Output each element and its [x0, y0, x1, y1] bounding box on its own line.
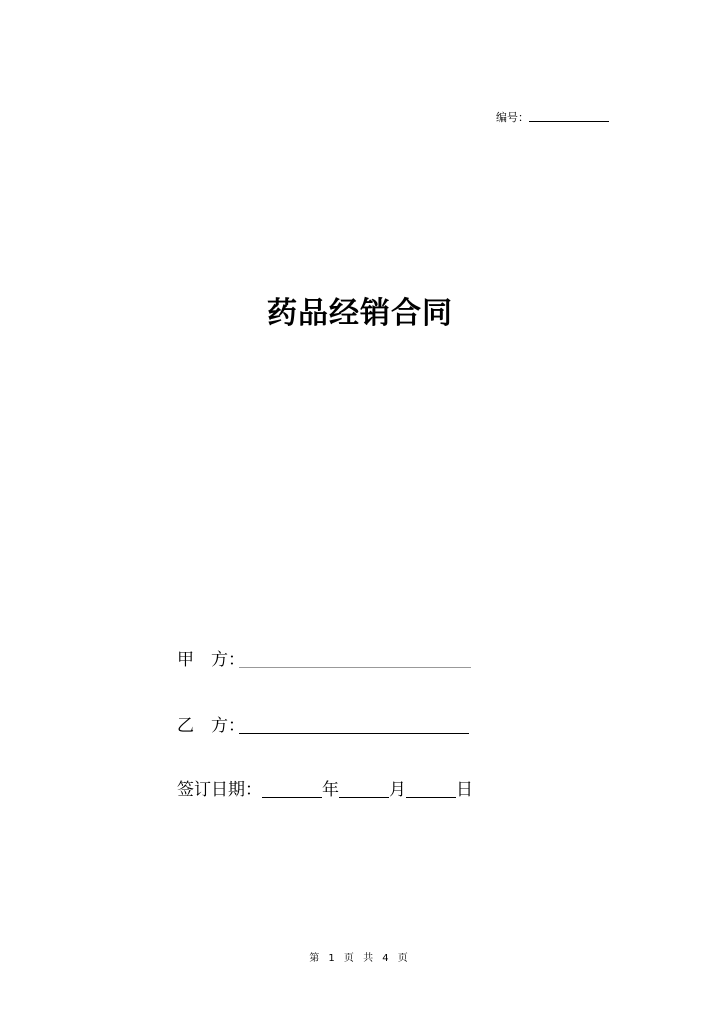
signing-date-label: 签订日期： [177, 780, 262, 800]
signing-year-label: 年 [322, 780, 339, 800]
serial-number-blank [529, 109, 609, 122]
signing-month-blank [339, 779, 389, 798]
signing-day-blank [406, 779, 456, 798]
party-b-label: 乙 方： [177, 716, 245, 736]
document-title: 药品经销合同 [267, 296, 453, 331]
party-a-label: 甲 方： [177, 650, 245, 670]
signing-year-blank [262, 779, 322, 798]
party-b-field [177, 714, 469, 738]
signing-day-label: 日 [456, 780, 473, 800]
signing-month-label: 月 [389, 780, 406, 800]
party-b-blank [239, 715, 469, 734]
serial-number-label: 编号： [496, 111, 529, 124]
serial-number-field [496, 109, 609, 126]
page-number-footer: 第 1 页 共 4 页 [309, 953, 411, 964]
signing-date-field [177, 778, 473, 802]
party-a-field [177, 648, 471, 672]
party-a-blank [239, 649, 471, 668]
